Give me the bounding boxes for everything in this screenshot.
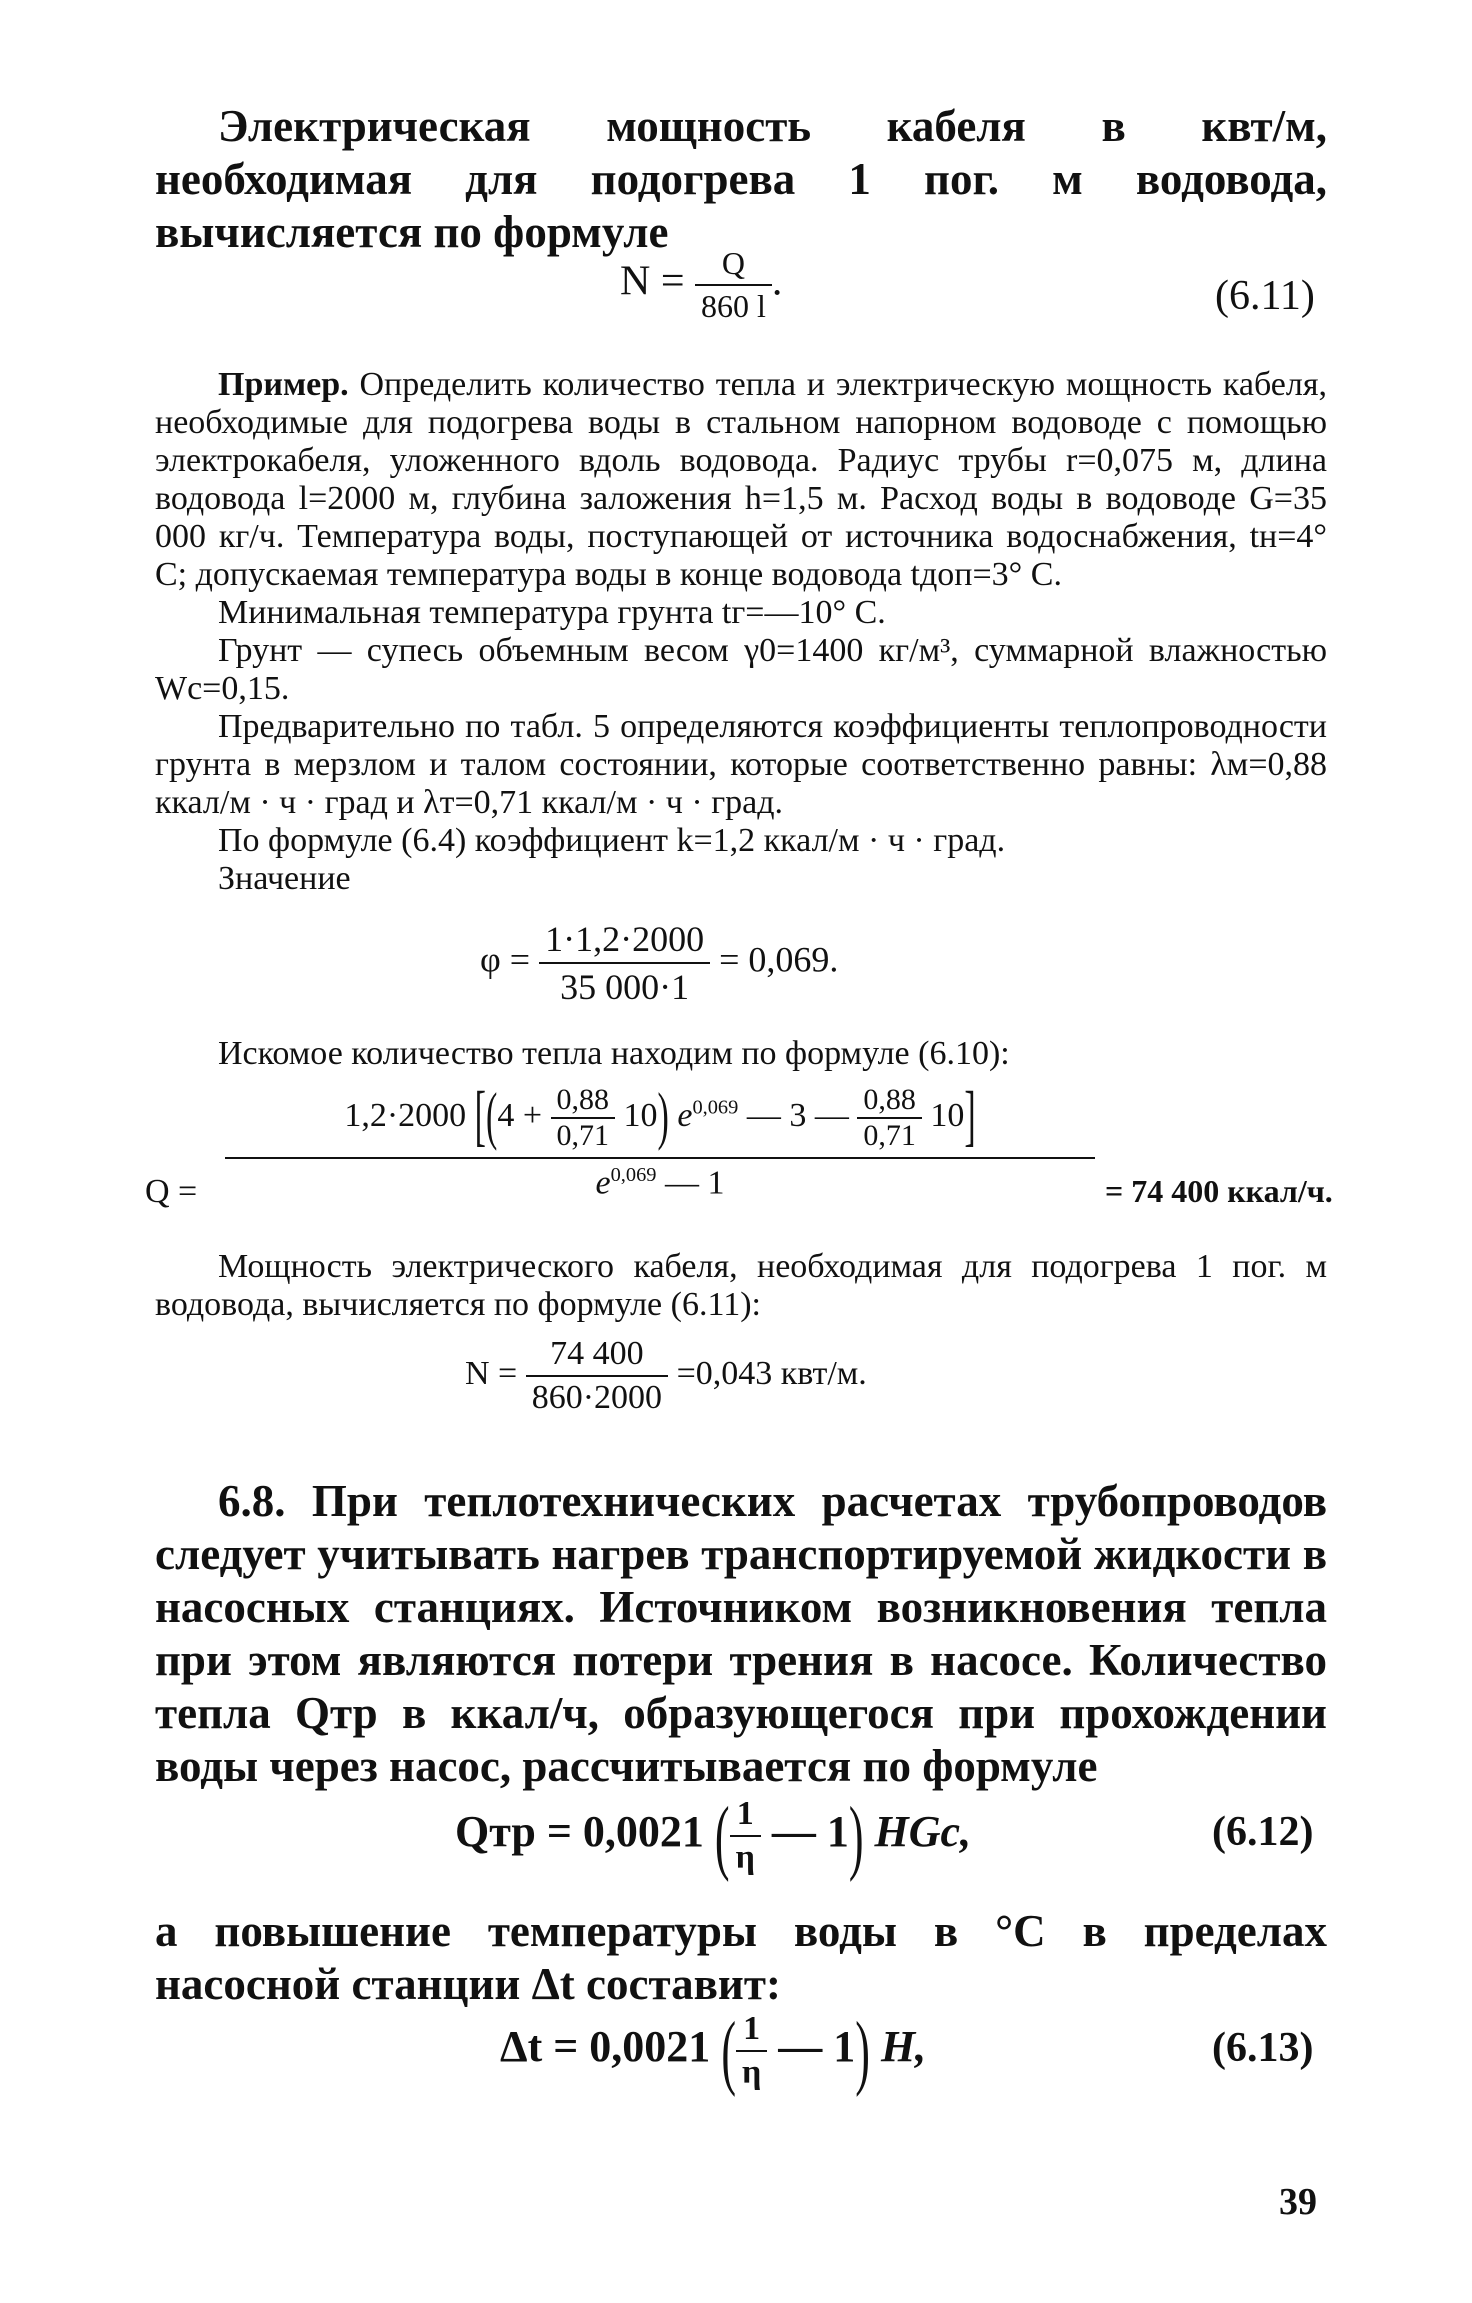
q-intro-text: Искомое количество тепла находим по формуле (6.10):	[218, 1035, 1010, 1072]
formula-phi-lhs: φ =	[480, 939, 531, 980]
formula-q-f2-den: 0,71	[863, 1119, 916, 1152]
formula-6-12	[455, 1789, 972, 1883]
formula-6-11-lhs: N =	[620, 258, 685, 305]
formula-q-denominator	[225, 1159, 1095, 1200]
formula-6-11	[620, 245, 782, 325]
formula-q-numerator	[225, 1080, 1095, 1157]
formula-6-12-paren-open: (	[714, 1789, 730, 1883]
formula-6-13-lhs: Δt = 0,0021	[500, 2022, 711, 2072]
equation-number-6-12: (6.12)	[1212, 1809, 1314, 1855]
formula-n-fraction	[526, 1335, 668, 1417]
formula-q-den-tail: — 1	[664, 1164, 725, 1202]
example-text: Определить количество тепла и электрическую мощность кабеля, необходимые для подогрева воды в стальном напорном водоводе с помощью электрокабеля, уложенного вдоль водовода. Радиус трубы r=0,075 м, длина водовода l=2000 м, глубина заложения h=1,5 м. Расход воды в водоводе G=35 000 кг/ч. Температура воды, поступающей от источника водоснабжения, tн=4° C; допускаемая температура воды в конце водовода tдоп=3° C.	[155, 366, 1327, 593]
formula-q-paren-open: (	[486, 1081, 498, 1153]
formula-6-13	[500, 2004, 927, 2098]
power-intro-text: Мощность электрического кабеля, необходимая для подогрева 1 пог. м водовода, вычисляется по формуле (6.11):	[155, 1248, 1327, 1323]
formula-q-ten-1: 10	[623, 1096, 658, 1134]
formula-6-12-lhs: Qтр = 0,0021	[455, 1807, 704, 1857]
formula-phi-fraction	[539, 918, 710, 1008]
formula-6-13-paren-close: )	[855, 2004, 870, 2098]
formula-q-lambda-fraction-1	[551, 1085, 616, 1151]
formula-6-13-numerator: 1	[736, 2010, 767, 2052]
formula-q-den-base: e	[595, 1164, 611, 1202]
formula-6-11-fraction	[695, 245, 772, 325]
example-paragraph	[155, 366, 1327, 594]
example-soil: Грунт — супесь объемным весом γ0=1400 кг/м³, суммарной влажностью Wc=0,15.	[155, 632, 1327, 707]
formula-q-bracket-open: [	[474, 1080, 486, 1154]
example-value-label: Значение	[218, 860, 351, 897]
formula-q-lhs: Q =	[145, 1173, 198, 1210]
formula-q-num-prefix: 1,2·2000	[344, 1096, 467, 1134]
formula-q-result: = 74 400 ккал/ч.	[1105, 1173, 1333, 1209]
formula-q-minus-three: — 3 —	[746, 1096, 849, 1134]
formula-q-f2-num: 0,88	[857, 1085, 922, 1119]
formula-6-12-fraction	[730, 1795, 761, 1877]
formula-6-13-minus: — 1	[778, 2022, 856, 2072]
section-6-8	[155, 1475, 1327, 1793]
intro-paragraph	[155, 100, 1327, 259]
formula-q-den-power: 0,069	[610, 1164, 657, 1186]
page-number: 39	[1279, 2181, 1317, 2223]
formula-phi-result: = 0,069.	[719, 939, 839, 980]
formula-q-f1-den: 0,71	[556, 1119, 610, 1152]
formula-n-denominator: 860·2000	[531, 1379, 663, 1416]
formula-n-numerator: 74 400	[526, 1335, 668, 1377]
formula-6-13-denominator: η	[741, 2054, 762, 2091]
formula-6-12-paren-close: )	[848, 1789, 864, 1883]
example-min-temp: Минимальная температура грунта tг=—10° C.	[218, 594, 886, 631]
formula-q-lambda-fraction-2	[857, 1085, 922, 1151]
example-label: Пример.	[218, 366, 349, 403]
formula-n-result: =0,043 квт/м.	[676, 1354, 867, 1392]
power-intro-paragraph	[155, 1248, 1327, 1324]
formula-n-value	[465, 1335, 867, 1417]
intro-text: Электрическая мощность кабеля в квт/м, необходимая для подогрева 1 пог. м водовода, вычисляется по формуле	[155, 101, 1327, 257]
example-coefficients: Предварительно по табл. 5 определяются коэффициенты теплопроводности грунта в мерзлом и талом состоянии, которые соответственно равны: λм=0,88 ккал/м · ч · град и λт=0,71 ккал/м · ч · град.	[155, 708, 1327, 821]
formula-6-13-paren-open: (	[721, 2004, 736, 2098]
formula-6-12-denominator: η	[735, 1839, 755, 1876]
section-6-8-text: 6.8. При теплотехнических расчетах трубопроводов следует учитывать нагрев транспортируемой жидкости в насосных станциях. Источником возникновения тепла при этом являются потери трения в насосе. Количество тепла Qтр в ккал/ч, образующегося при прохождении воды через насос, рассчитывается по формуле	[155, 1476, 1327, 1791]
formula-q-ten-2: 10	[930, 1096, 965, 1134]
q-intro-paragraph	[155, 1035, 1327, 1073]
formula-6-12-minus: — 1	[771, 1807, 849, 1857]
formula-q-term-four: 4 +	[497, 1096, 543, 1134]
equation-number-6-13: (6.13)	[1212, 2025, 1314, 2071]
equation-number-6-11: (6.11)	[1215, 273, 1315, 319]
formula-q-f1-num: 0,88	[551, 1085, 616, 1119]
formula-n-lhs: N =	[465, 1354, 518, 1392]
formula-q-exp-power: 0,069	[692, 1096, 739, 1119]
formula-6-12-tail: HGc,	[874, 1807, 972, 1857]
example-block	[155, 366, 1327, 898]
formula-q-fraction	[225, 1080, 1095, 1202]
formula-phi-denominator: 35 000·1	[560, 967, 690, 1007]
formula-q-exp-base: e	[677, 1096, 693, 1134]
formula-6-13-tail: H,	[880, 2022, 927, 2072]
formula-6-12-numerator: 1	[730, 1795, 761, 1837]
formula-q-bracket-close: ]	[964, 1080, 976, 1154]
formula-q	[145, 1080, 1333, 1255]
formula-6-11-denominator: 860 l	[701, 288, 766, 324]
formula-6-11-numerator: Q	[695, 245, 772, 286]
formula-6-11-tail: .	[771, 258, 783, 305]
example-k-coefficient: По формуле (6.4) коэффициент k=1,2 ккал/м · ч · град.	[218, 822, 1006, 859]
formula-6-13-fraction	[736, 2010, 767, 2092]
formula-phi	[480, 918, 838, 1008]
formula-q-paren-close: )	[657, 1081, 669, 1153]
between-text: а повышение температуры воды в °C в пределах насосной станции Δt составит:	[155, 1906, 1327, 2009]
between-paragraph	[155, 1905, 1327, 2011]
formula-phi-numerator: 1·1,2·2000	[539, 918, 710, 964]
